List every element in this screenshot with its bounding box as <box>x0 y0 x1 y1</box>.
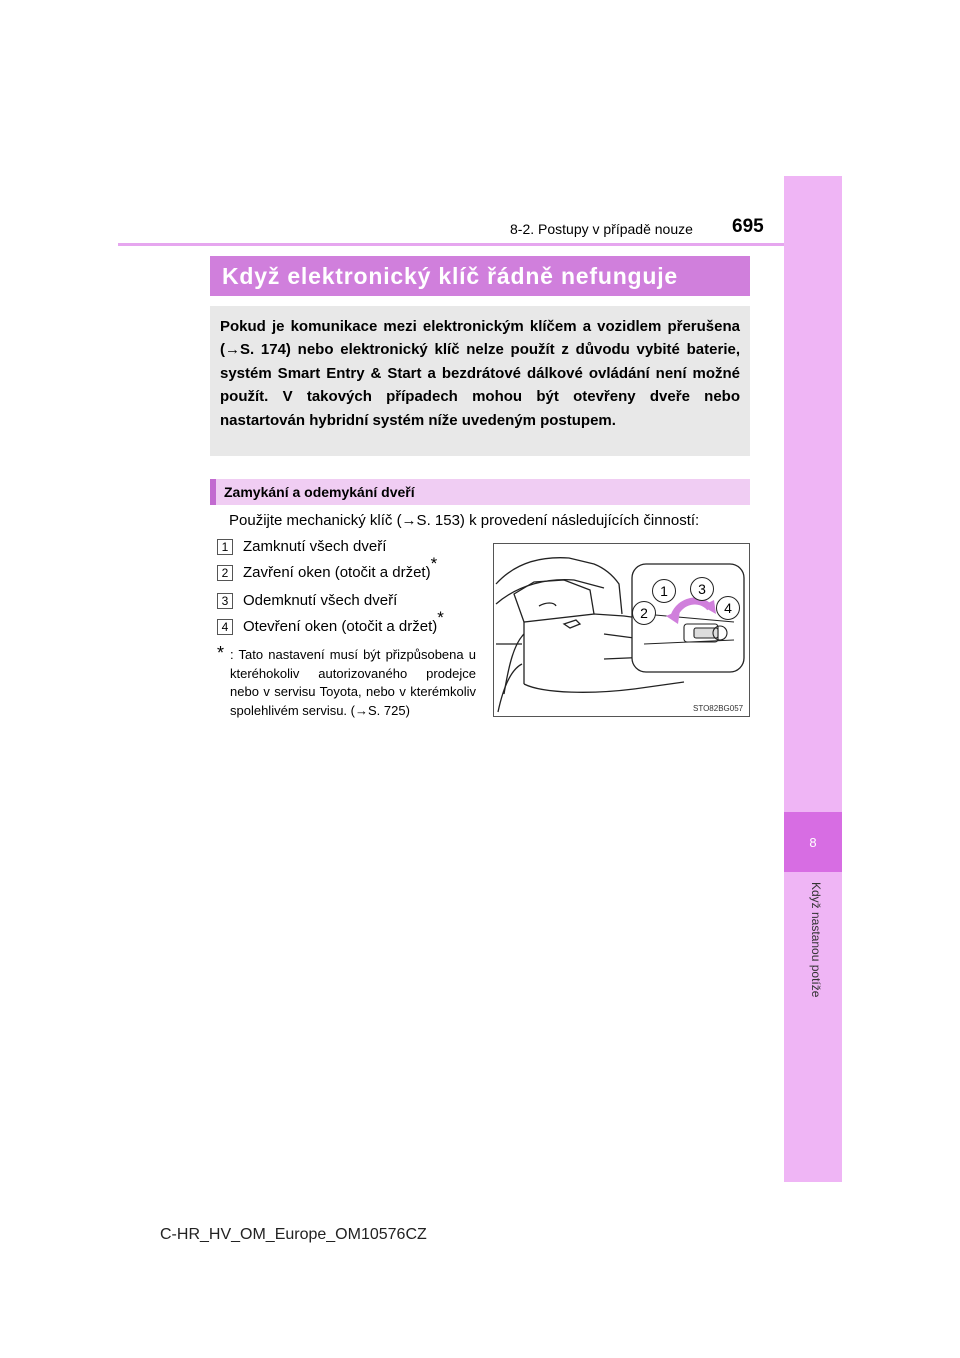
step-text: Odemknutí všech dveří <box>243 592 398 609</box>
callout-1: 1 <box>652 579 676 603</box>
subheading <box>210 479 750 505</box>
step-item <box>217 592 397 609</box>
step-item <box>217 538 386 555</box>
subheading-text: Zamykání a odemykání dveří <box>224 484 415 500</box>
intro-text: Pokud je komunikace mezi elektronickým klíčem a vozidlem přerušena (→S. 174) nebo elektronický klíč nelze použít z důvodu vybité baterie, systém Smart Entry & Start a bezdrátové dálkové ovládání není možné použít. V takových případech mohou být otevřeny dveře nebo nastartován hybridní systém níže uvedeným postupem. <box>220 318 740 429</box>
page-title-text: Když elektronický klíč řádně nefunguje <box>222 262 679 289</box>
section-header: 8-2. Postupy v případě nouze <box>510 221 693 237</box>
step-number: 1 <box>217 539 233 555</box>
step-item: 2 Zavření oken (otočit a držet) * <box>217 564 437 581</box>
step-text: Zavření oken (otočit a držet) <box>243 564 431 581</box>
car-illustration <box>494 544 749 716</box>
use-key-text: Použijte mechanický klíč (→S. 153) k provedení následujících činností: <box>229 512 700 529</box>
header-rule <box>118 243 784 246</box>
figure-code: STO82BG057 <box>693 704 744 713</box>
side-tab <box>784 176 842 1182</box>
car-door-key-illustration <box>493 543 750 717</box>
step-number: 4 <box>217 619 233 635</box>
step-text: Zamknutí všech dveří <box>243 538 387 555</box>
page-number: 695 <box>732 216 764 237</box>
chapter-number-tab[interactable]: 8 <box>784 812 842 872</box>
chapter-label: Když nastanou potíže <box>809 882 823 998</box>
step-text: Otevření oken (otočit a držet) <box>243 618 438 635</box>
callout-2: 2 <box>632 601 656 625</box>
step-number: 3 <box>217 593 233 609</box>
footnote-marker: * <box>217 643 225 663</box>
callout-3: 3 <box>690 577 714 601</box>
step-item: 4 Otevření oken (otočit a držet) * <box>217 618 444 635</box>
intro-box <box>210 306 750 456</box>
footnote-text: : Tato nastavení musí být přizpůsobena u kteréhokoliv autorizovaného prodejce nebo v servisu Toyota, nebo v kterémkoliv spolehlivém servisu. (→S. 725) <box>230 647 476 718</box>
callout-4: 4 <box>716 596 740 620</box>
step-number: 2 <box>217 565 233 581</box>
footer-doc-id: C-HR_HV_OM_Europe_OM10576CZ <box>160 1226 427 1243</box>
page-title <box>210 256 750 296</box>
footnote <box>217 643 476 720</box>
